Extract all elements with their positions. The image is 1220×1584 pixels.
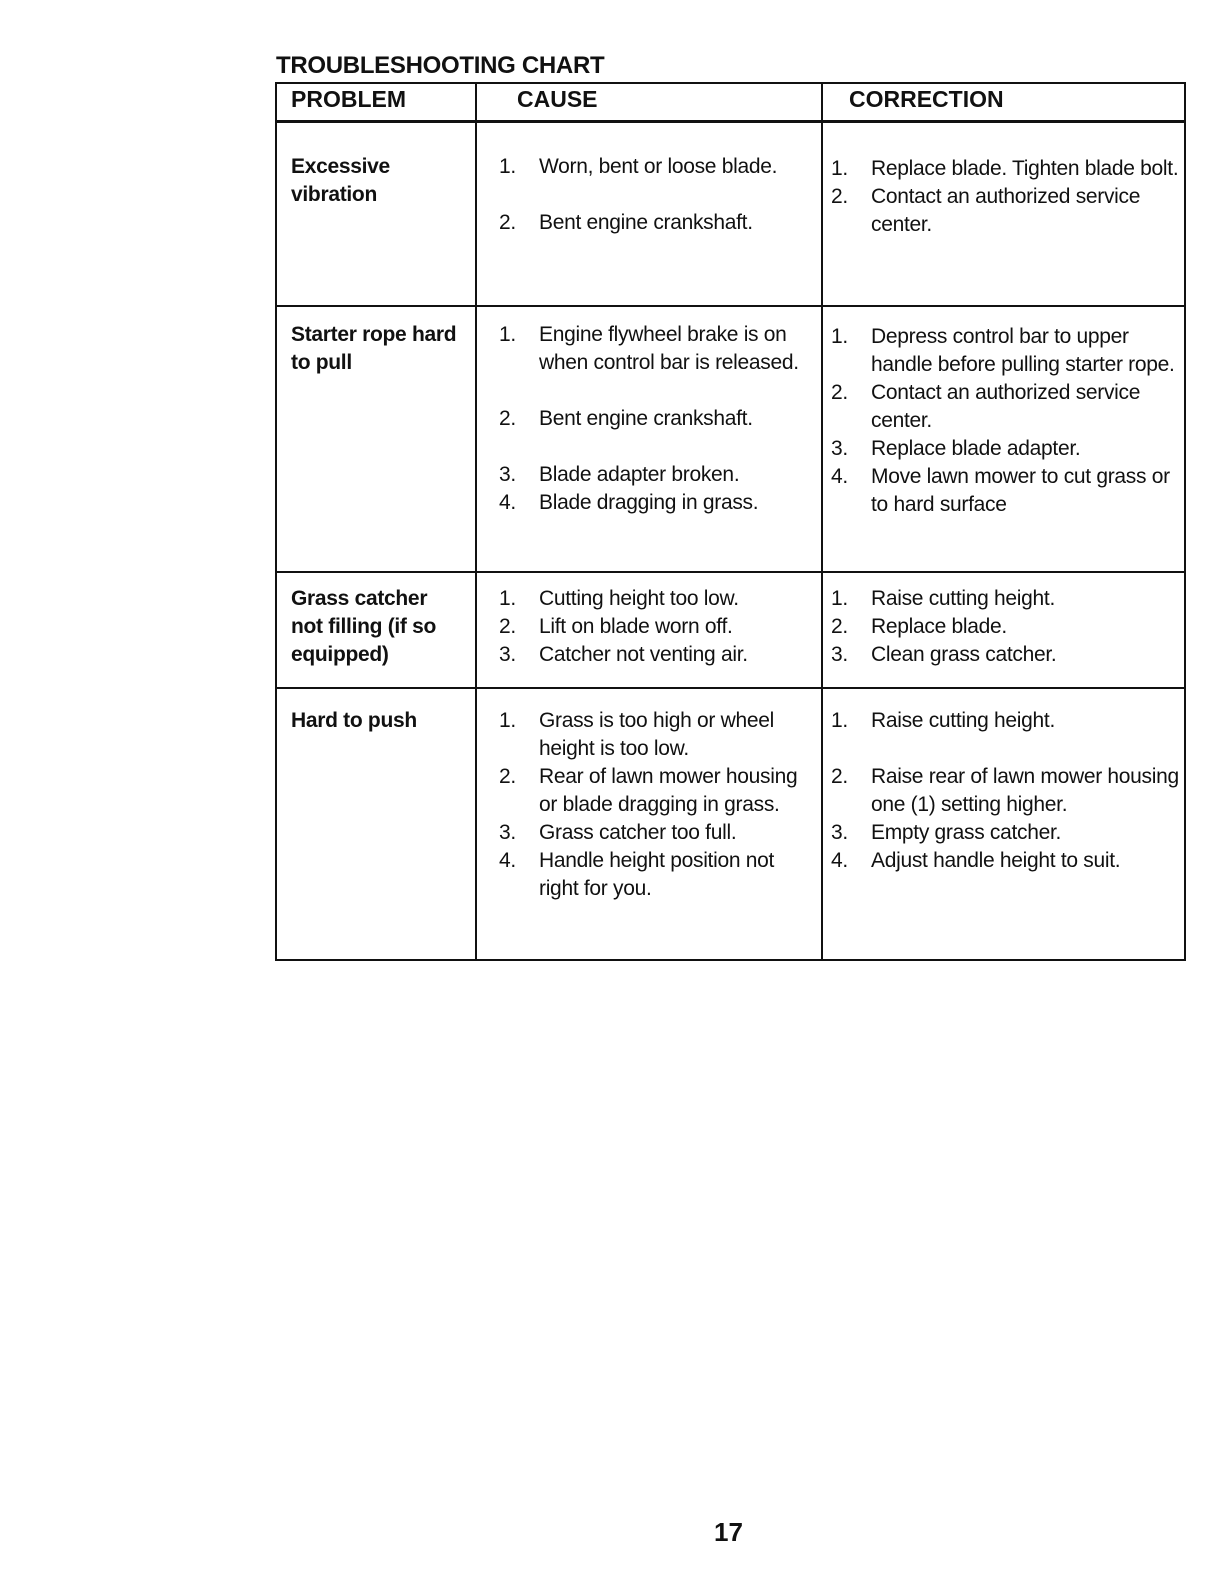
item-text: Raise cutting height. — [871, 709, 1055, 732]
item-text: Clean grass catcher. — [871, 643, 1057, 666]
item-number: 2. — [831, 765, 848, 788]
item-number: 2. — [499, 765, 516, 788]
problem-line: Grass catcher — [291, 587, 428, 610]
problem-cell — [276, 122, 476, 307]
item-text: Replace blade. — [871, 615, 1007, 638]
item-text: Contact an authorized service center. — [871, 381, 1141, 432]
item-text: Engine flywheel brake is on when control bar is released. — [539, 323, 799, 374]
item-text: Adjust handle height to suit. — [871, 849, 1121, 872]
table-row — [276, 572, 1185, 688]
list-item — [831, 819, 1180, 847]
item-text: Bent engine crankshaft. — [539, 211, 753, 234]
problem-line: Hard to push — [291, 709, 417, 732]
item-text: Move lawn mower to cut grass or to hard surface — [871, 465, 1170, 516]
item-number: 3. — [499, 463, 516, 486]
item-number: 2. — [499, 211, 516, 234]
item-text: Catcher not venting air. — [539, 643, 748, 666]
table-row — [276, 306, 1185, 572]
problem-line: Excessive — [291, 155, 390, 178]
item-text: Depress control bar to upper handle before pulling starter rope. — [871, 325, 1175, 376]
item-number: 4. — [831, 849, 848, 872]
list-item — [831, 183, 1180, 239]
item-number: 3. — [831, 437, 848, 460]
problem-line: Starter rope hard — [291, 323, 457, 346]
item-number: 1. — [831, 157, 848, 180]
list-item — [499, 763, 817, 819]
page-number: 17 — [714, 1517, 743, 1547]
item-number: 1. — [499, 587, 516, 610]
list-item — [831, 435, 1180, 463]
item-text: Raise rear of lawn mower housing one (1) setting higher. — [871, 765, 1179, 816]
item-number: 2. — [831, 615, 848, 638]
problem-line: equipped) — [291, 643, 389, 666]
list-item — [499, 847, 817, 903]
table-header-row — [276, 83, 1185, 122]
list-item — [831, 641, 1180, 669]
list-item — [499, 707, 817, 763]
list-item — [831, 155, 1180, 183]
list-item — [831, 847, 1180, 875]
list-item — [831, 613, 1180, 641]
correction-cell — [822, 572, 1185, 688]
problem-cell — [276, 306, 476, 572]
problem-line: not filling (if so — [291, 615, 437, 638]
cause-cell — [476, 306, 822, 572]
list-item — [499, 819, 817, 847]
item-number: 2. — [499, 615, 516, 638]
item-text: Blade adapter broken. — [539, 463, 740, 486]
item-text: Replace blade. Tighten blade bolt. — [871, 157, 1179, 180]
item-text: Blade dragging in grass. — [539, 491, 759, 514]
item-number: 3. — [499, 643, 516, 666]
item-text: Empty grass catcher. — [871, 821, 1062, 844]
item-number: 4. — [499, 491, 516, 514]
list-item — [831, 379, 1180, 435]
problem-cell — [276, 572, 476, 688]
item-number: 4. — [831, 465, 848, 488]
problem-line: vibration — [291, 183, 377, 206]
problem-line: to pull — [291, 351, 352, 374]
item-text: Worn, bent or loose blade. — [539, 155, 778, 178]
list-item — [499, 321, 817, 405]
item-number: 2. — [831, 381, 848, 404]
cause-cell — [476, 122, 822, 307]
list-item — [499, 489, 817, 517]
item-text: Raise cutting height. — [871, 587, 1055, 610]
list-item — [831, 585, 1180, 613]
header-cause: CAUSE — [476, 83, 822, 122]
table-row — [276, 122, 1185, 307]
list-item — [499, 585, 817, 613]
item-number: 1. — [499, 709, 516, 732]
item-number: 3. — [831, 821, 848, 844]
item-text: Cutting height too low. — [539, 587, 739, 610]
item-number: 3. — [831, 643, 848, 666]
cause-cell — [476, 688, 822, 960]
item-number: 1. — [831, 709, 848, 732]
item-text: Lift on blade worn off. — [539, 615, 733, 638]
item-text: Bent engine crankshaft. — [539, 407, 753, 430]
correction-cell — [822, 306, 1185, 572]
correction-cell — [822, 688, 1185, 960]
correction-cell — [822, 122, 1185, 307]
item-number: 1. — [499, 155, 516, 178]
list-item — [499, 461, 817, 489]
list-item — [499, 641, 817, 669]
list-item — [831, 323, 1180, 379]
table-row — [276, 688, 1185, 960]
item-text: Contact an authorized service center. — [871, 185, 1141, 236]
item-number: 1. — [831, 587, 848, 610]
header-correction: CORRECTION — [822, 83, 1185, 122]
list-item — [499, 613, 817, 641]
item-text: Grass catcher too full. — [539, 821, 737, 844]
item-number: 3. — [499, 821, 516, 844]
item-number: 2. — [831, 185, 848, 208]
list-item — [831, 763, 1180, 819]
item-number: 4. — [499, 849, 516, 872]
list-item — [831, 707, 1180, 763]
header-problem: PROBLEM — [276, 83, 476, 122]
item-number: 1. — [831, 325, 848, 348]
list-item — [499, 405, 817, 461]
list-item — [499, 209, 817, 237]
page-title: TROUBLESHOOTING CHART — [276, 52, 605, 79]
problem-cell — [276, 688, 476, 960]
list-item — [499, 153, 817, 209]
cause-cell — [476, 572, 822, 688]
item-text: Rear of lawn mower housing or blade dragging in grass. — [539, 765, 798, 816]
item-number: 1. — [499, 323, 516, 346]
item-text: Grass is too high or wheel height is too low. — [539, 709, 774, 760]
list-item — [831, 463, 1180, 519]
troubleshooting-table — [275, 82, 1186, 961]
item-text: Handle height position not right for you. — [539, 849, 775, 900]
item-text: Replace blade adapter. — [871, 437, 1081, 460]
item-number: 2. — [499, 407, 516, 430]
